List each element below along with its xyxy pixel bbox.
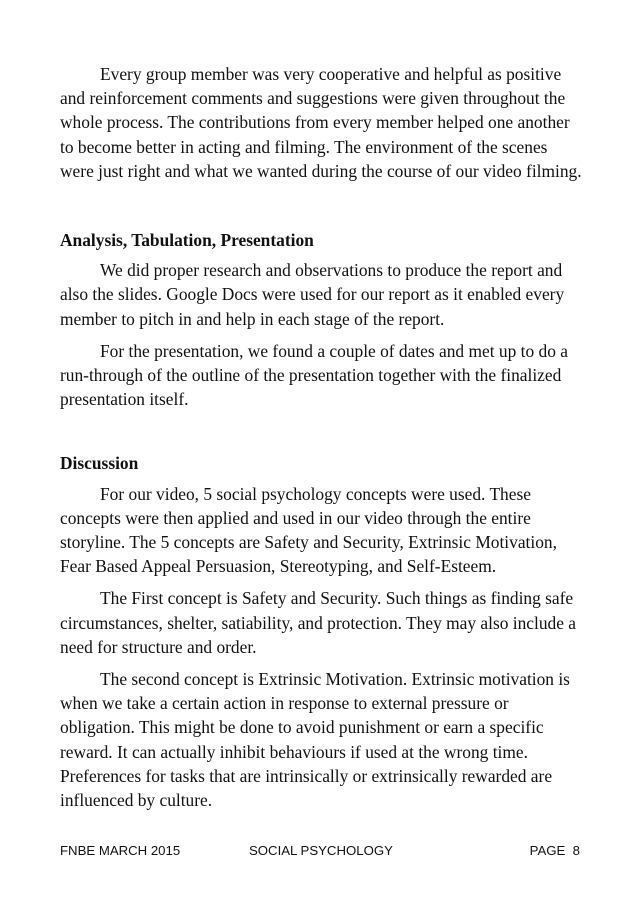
footer-subject: SOCIAL PSYCHOLOGY <box>249 843 393 858</box>
discussion-paragraph: For our video, 5 social psychology concepts were used. These concepts were then applied and used in our video through the entire storyline. The 5 concepts are Safety and Security, Extrinsic Motivation, Fear Based Appeal Persuasion, Stereotyping, and Self-Esteem. <box>60 483 557 577</box>
analysis-heading: Analysis, Tabulation, Presentation <box>60 230 314 251</box>
analysis-paragraph: We did proper research and observations to produce the report and also the slides. Google Docs were used for our report as it enabled every member to pitch in and help in each stage of the report. <box>60 260 565 329</box>
paragraph-spacer <box>60 331 582 339</box>
paragraph-spacer <box>60 578 582 586</box>
intro-paragraph: Every group member was very cooperative and helpful as positive and reinforcement comments and suggestions were given throughout the whole process. The contributions from every member helped one another to become better in acting and filming. The environment of the scenes were just right and what we wanted during the course of our video filming. <box>60 64 582 181</box>
discussion-paragraph: The First concept is Safety and Security. Such things as finding safe circumstances, shelter, satiability, and protection. They may also include a need for structure and order. <box>60 588 577 657</box>
section-spacer <box>60 188 582 228</box>
footer-course-date: FNBE MARCH 2015 <box>60 843 181 858</box>
discussion-heading: Discussion <box>60 453 139 474</box>
paragraph-spacer <box>60 659 582 667</box>
discussion-paragraph: The second concept is Extrinsic Motivation. Extrinsic motivation is when we take a certain action in response to external pressure or obligation. This might be done to avoid punishment or earn a specific reward. It can actually inhibit behaviours if used at the wrong time. Preferences for tasks that are intrinsically or extrinsically rewarded are influenced by culture. <box>60 669 570 811</box>
footer-page-number: PAGE 8 <box>529 843 580 858</box>
page-footer <box>60 841 580 861</box>
analysis-paragraph: For the presentation, we found a couple of dates and met up to do a run-through of the outline of the presentation together with the finalized presentation itself. <box>60 340 568 410</box>
page-content <box>60 62 582 812</box>
section-spacer <box>60 411 582 451</box>
